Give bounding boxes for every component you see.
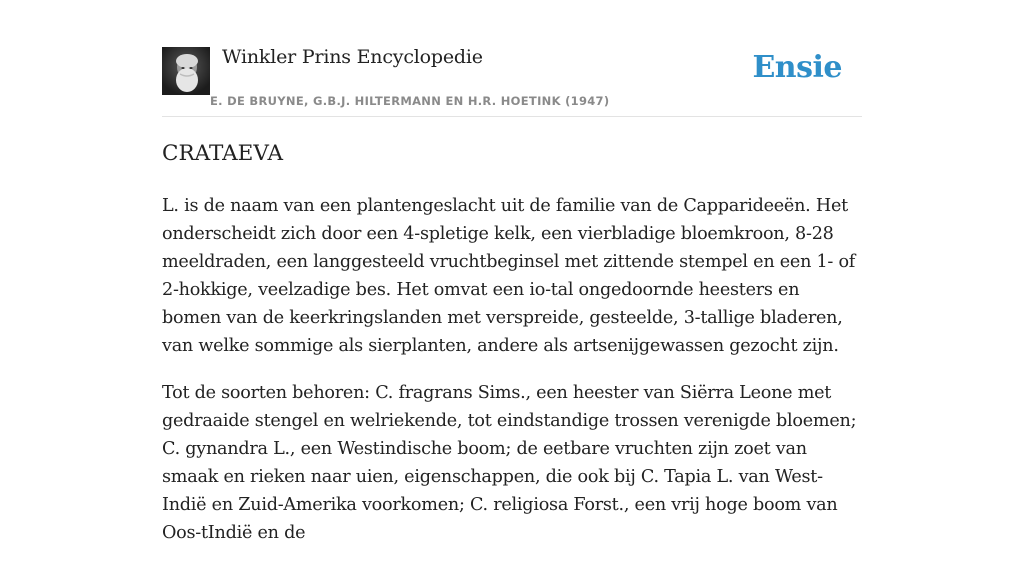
page-title: CRATAEVA	[162, 141, 283, 166]
entry-paragraph: L. is de naam van een plantengeslacht uit de familie van de Capparideeën. Het onderscheidt zich door een 4-spletige kelk, een vierbladige bloemkroon, 8-28 meeldraden, een langgesteeld vruchtbeginsel met zittende stempel en een 1- of 2-hokkige, veelzadige bes. Het omvat een io-tal ongedoornde heesters en bomen van de keerkringslanden met verspreide, gesteelde, 3-tallige bladeren, van welke sommige als sierplanten, andere als artsenijgewassen gezocht zijn.	[162, 196, 856, 356]
entry-paragraph: Tot de soorten behoren: C. fragrans Sims., een heester van Siërra Leone met gedraaide stengel en welriekende, tot eindstandige trossen verenigde bloemen; C. gynandra L., een Westindische boom; de eetbare vruchten zijn zoet van smaak en rieken naar uien, eigenschappen, die ook bij C. Tapia L. van West-Indië en Zuid-Amerika voorkomen; C. religiosa Forst., een vrij hoge boom van Oos-tIndië en de	[162, 383, 857, 543]
avatar[interactable]	[162, 47, 210, 95]
publication-title[interactable]: Winkler Prins Encyclopedie	[222, 46, 483, 68]
publication-authors: E. DE BRUYNE, G.B.J. HILTERMANN EN H.R. HOETINK (1947)	[210, 94, 610, 108]
publication-header	[162, 44, 862, 117]
entry-body	[162, 192, 862, 566]
brand-logo[interactable]: Ensie	[752, 50, 842, 85]
author-portrait-icon	[162, 47, 210, 95]
